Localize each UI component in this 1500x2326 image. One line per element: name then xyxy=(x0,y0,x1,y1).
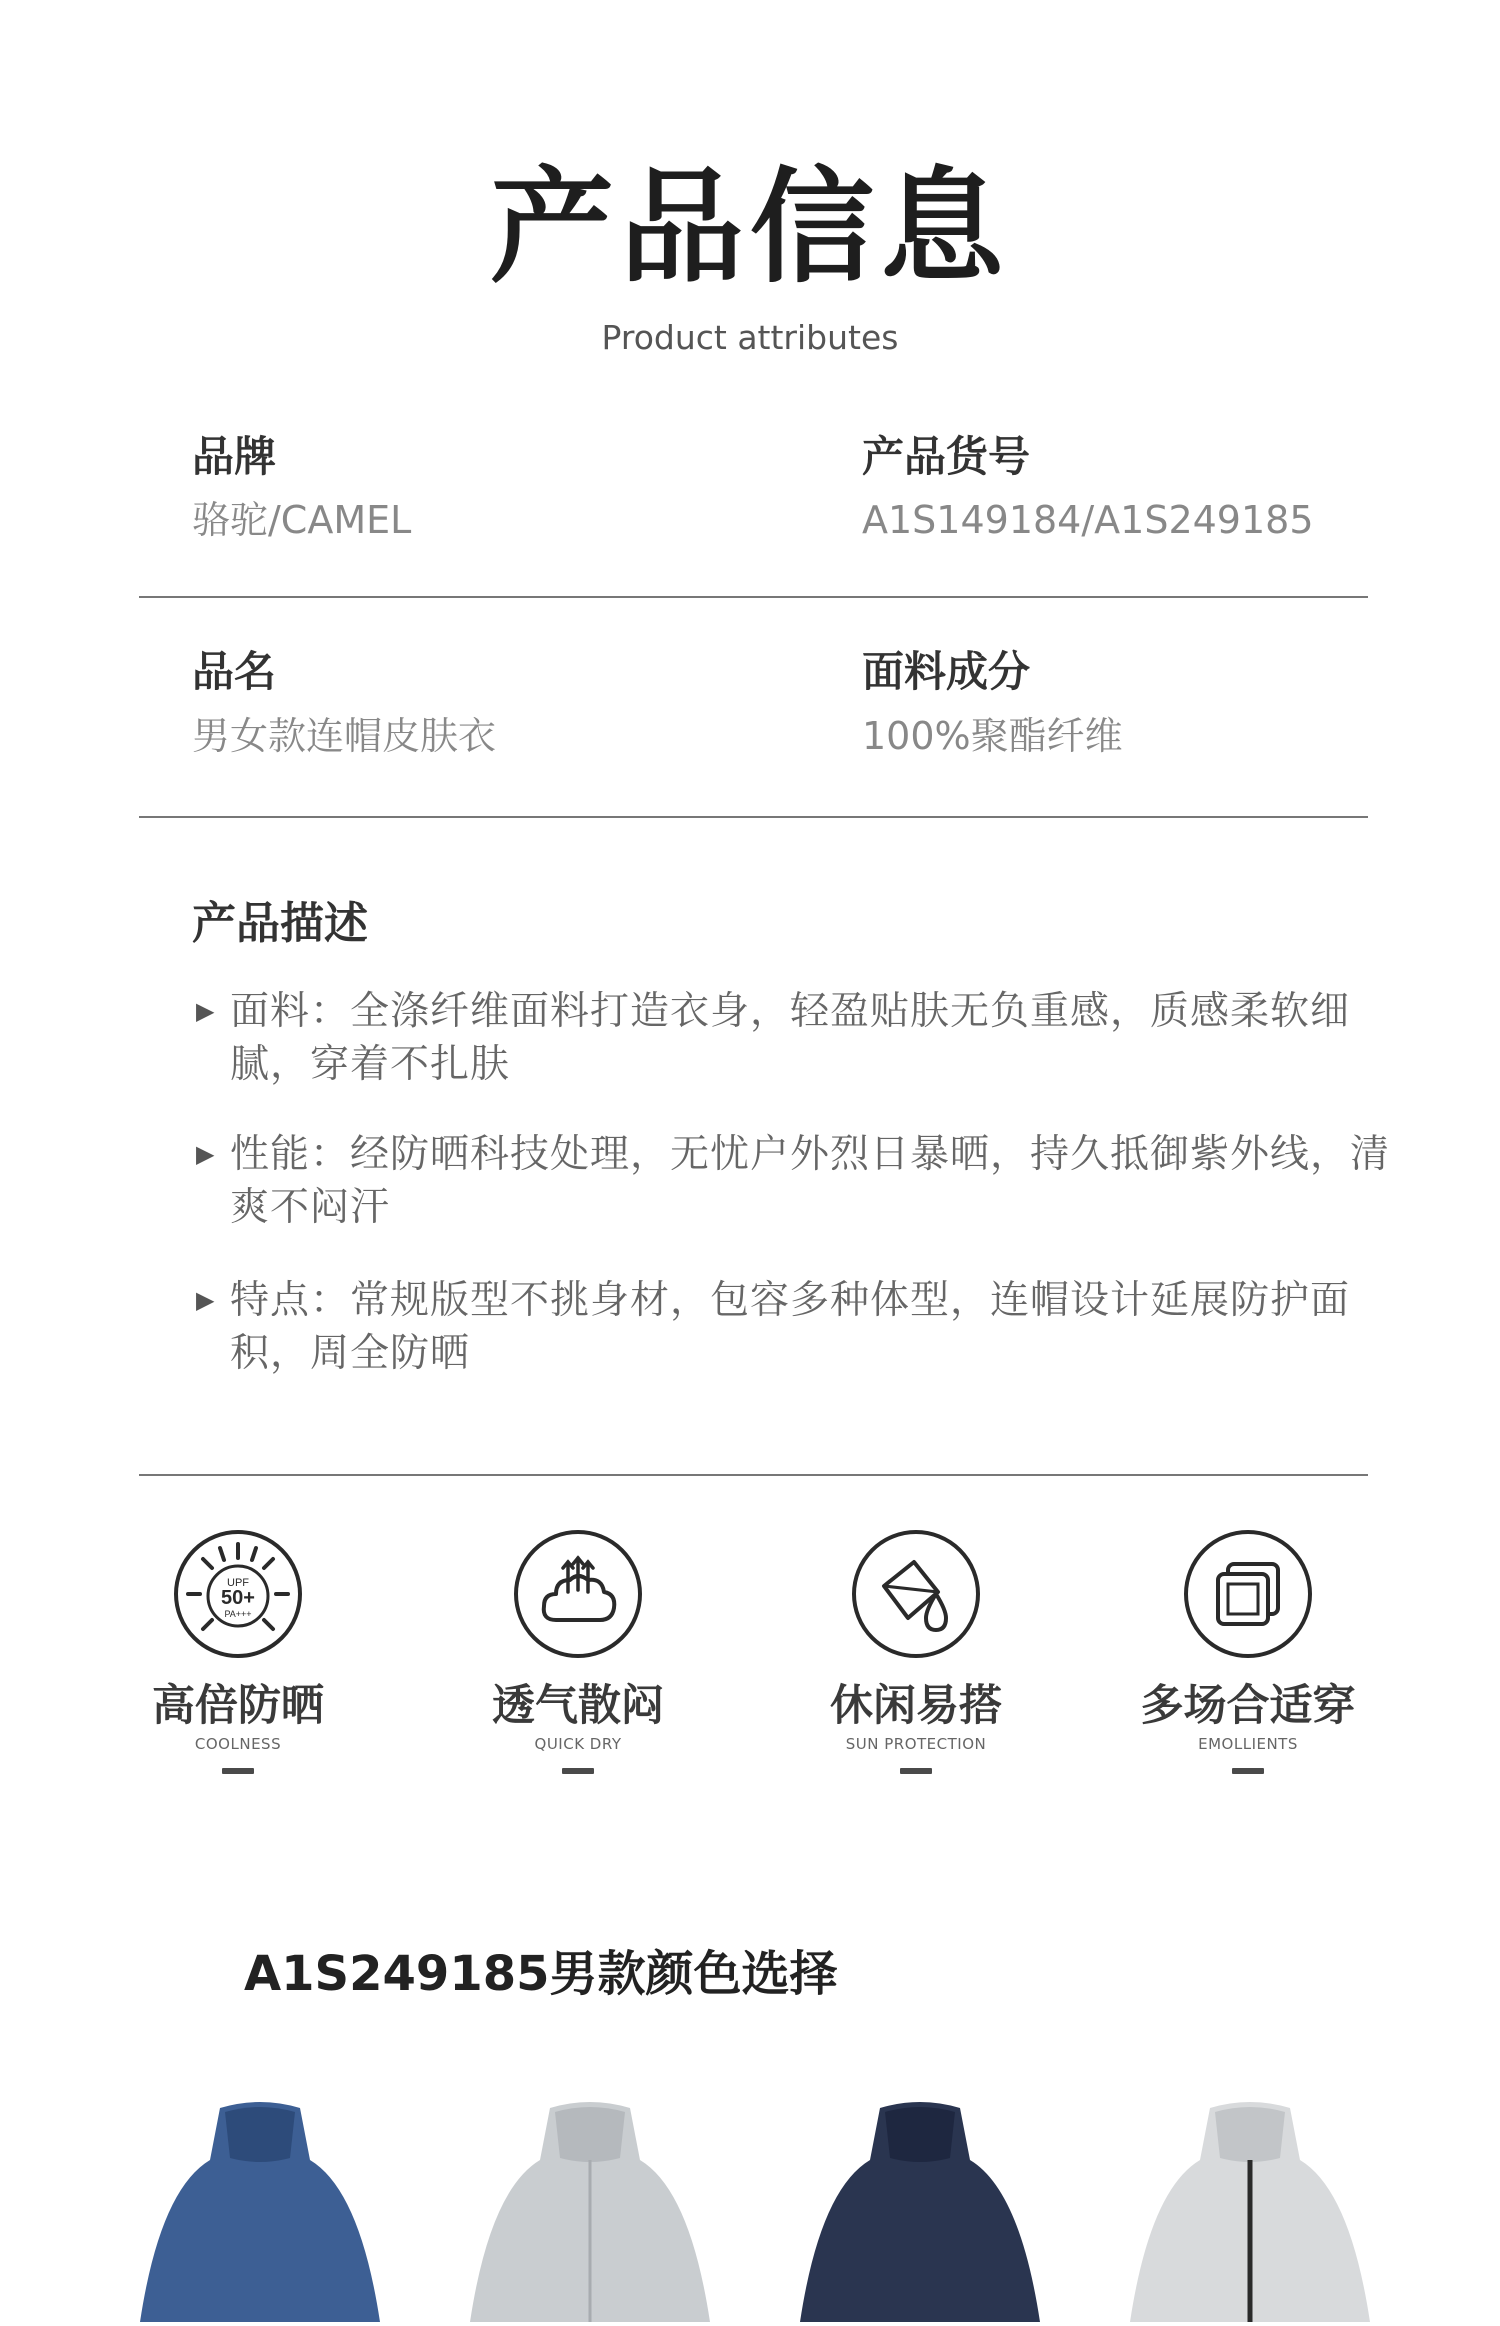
feature-item xyxy=(88,1530,388,1774)
description-item xyxy=(196,1274,1396,1380)
feature-dash xyxy=(900,1768,932,1774)
upf-label: UPF xyxy=(227,1577,249,1589)
jacket-hood xyxy=(1215,2107,1285,2162)
divider xyxy=(139,596,1368,598)
sku-label: 产品货号 xyxy=(862,432,1031,481)
bullet-arrow-icon: ▶ xyxy=(196,1140,215,1168)
bullet-arrow-icon: ▶ xyxy=(196,1286,215,1314)
jacket-hood xyxy=(555,2107,625,2162)
divider xyxy=(139,816,1368,818)
description-text: 面料：全涤纤维面料打造衣身，轻盈贴肤无负重感，质感柔软细腻，穿着不扎肤 xyxy=(230,989,1351,1087)
description-title: 产品描述 xyxy=(192,898,368,949)
layered-squares-icon xyxy=(1184,1530,1312,1658)
upf-sun-icon xyxy=(174,1530,302,1658)
divider xyxy=(139,1474,1368,1476)
color-selection-title: A1S249185男款颜色选择 xyxy=(244,1946,838,2002)
jacket-hood xyxy=(225,2107,295,2162)
feature-title: 多场合适穿 xyxy=(1140,1681,1356,1731)
page-subtitle: Product attributes xyxy=(601,318,899,357)
fabric-value: 100%聚酯纤维 xyxy=(862,714,1123,758)
description-text: 性能：经防晒科技处理，无忧户外烈日暴晒，持久抵御紫外线，清爽不闷汗 xyxy=(230,1132,1391,1230)
product-name-value: 男女款连帽皮肤衣 xyxy=(192,714,497,758)
feature-subtitle: QUICK DRY xyxy=(534,1735,622,1753)
fabric-label: 面料成分 xyxy=(862,647,1031,696)
droplet-diamond-icon xyxy=(852,1530,980,1658)
feature-dash xyxy=(222,1768,254,1774)
product-name-label: 品名 xyxy=(192,647,277,696)
description-text: 特点：常规版型不挑身材，包容多种体型，连帽设计延展防护面积，周全防晒 xyxy=(230,1278,1351,1376)
page-title: 产品信息 xyxy=(489,156,1010,300)
brand-label: 品牌 xyxy=(192,432,277,481)
description-item xyxy=(196,1128,1396,1234)
feature-item xyxy=(1098,1530,1398,1774)
feature-subtitle: COOLNESS xyxy=(194,1735,282,1753)
sku-value: A1S149184/A1S249185 xyxy=(862,498,1314,542)
feature-dash xyxy=(1232,1768,1264,1774)
pa-rating: PA+++ xyxy=(224,1609,252,1619)
brand-value: 骆驼/CAMEL xyxy=(192,498,412,542)
feature-item xyxy=(428,1530,728,1774)
jacket-swatch[interactable] xyxy=(460,2100,720,2326)
breathable-cloud-icon xyxy=(514,1530,642,1658)
feature-title: 高倍防晒 xyxy=(152,1681,324,1731)
bullet-arrow-icon: ▶ xyxy=(196,997,215,1025)
feature-subtitle: SUN PROTECTION xyxy=(845,1735,987,1753)
jacket-hood xyxy=(885,2107,955,2162)
upf-value: 50+ xyxy=(221,1587,255,1609)
feature-title: 休闲易搭 xyxy=(830,1681,1002,1731)
feature-subtitle: EMOLLIENTS xyxy=(1198,1735,1298,1753)
feature-item xyxy=(766,1530,1066,1774)
feature-title: 透气散闷 xyxy=(492,1681,664,1731)
feature-dash xyxy=(562,1768,594,1774)
jacket-swatch[interactable] xyxy=(130,2100,390,2326)
jacket-swatch[interactable] xyxy=(790,2100,1050,2326)
description-item xyxy=(196,985,1396,1091)
jacket-swatch[interactable] xyxy=(1120,2100,1380,2326)
